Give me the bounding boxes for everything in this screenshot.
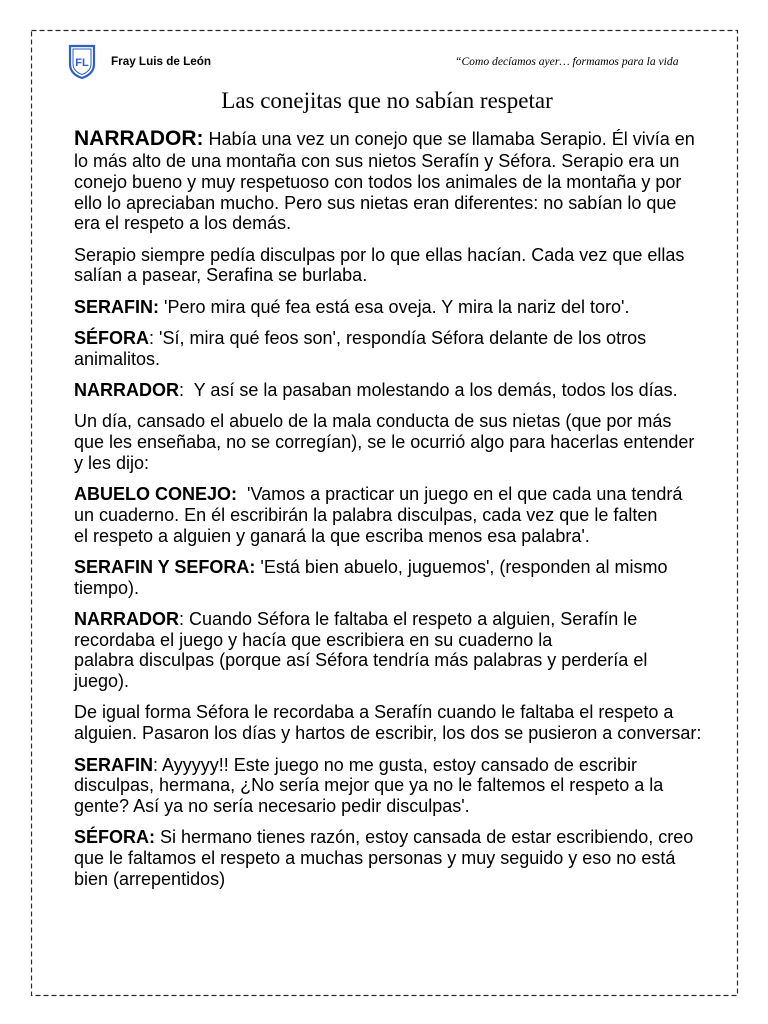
paragraph-text: 'Vamos a practicar un juego en el que cada una tendrá un cuaderno. En él escribirán la palabra disculpas, cada vez que le falten el respeto a alguien y ganará la que escriba menos esa palabra'. — [74, 484, 683, 546]
paragraph-text: Si hermano tienes razón, estoy cansada de estar escribiendo, creo que le faltamos el respeto a muchas personas y muy seguido y eso no está bien (arrepentidos) — [74, 827, 694, 889]
speaker-label: SERAFIN Y SEFORA: — [74, 556, 256, 577]
speaker-label: SERAFIN: — [74, 296, 159, 317]
school-motto: “Como decíamos ayer… formamos para la vida — [455, 55, 679, 68]
paragraph-text: : 'Sí, mira qué feos son', respondía Séfora delante de los otros animalitos. — [74, 328, 647, 369]
story-paragraph — [74, 297, 714, 318]
story-paragraph — [74, 827, 714, 889]
paragraph-text: 'Está bien abuelo, juguemos', (responden al mismo tiempo). — [74, 556, 668, 598]
story-body — [74, 127, 714, 900]
story-paragraph — [74, 484, 714, 546]
story-paragraph — [74, 380, 714, 401]
story-paragraph — [74, 127, 714, 234]
speaker-label: NARRADOR — [74, 380, 179, 401]
paragraph-text: Había una vez un conejo que se llamaba Serapio. Él vivía en lo más alto de una montaña con sus nietos Serafín y Séfora. Serapio era un conejo bueno y muy respetuoso con todos los animales de la montaña y por ello lo apreciaban mucho. Pero sus nietas eran diferentes: no sabían lo que era el respeto a los demás. — [74, 129, 695, 234]
story-paragraph — [74, 702, 714, 743]
paragraph-text: : Y así se la pasaban molestando a los demás, todos los días. — [179, 380, 678, 401]
story-paragraph — [74, 411, 714, 473]
logo-lettering: FL — [75, 57, 89, 69]
school-name: Fray Luis de León — [111, 55, 212, 68]
speaker-label: SÉFORA — [74, 328, 150, 349]
paragraph-text: Un día, cansado el abuelo de la mala conducta de sus nietas (que por más que les enseñaba, no se corregían), se le ocurrió algo para hacerlas entender y les dijo: — [74, 411, 695, 473]
speaker-label: SÉFORA: — [74, 827, 155, 848]
story-paragraph — [74, 755, 714, 817]
paragraph-text: 'Pero mira qué fea está esa oveja. Y mira la nariz del toro'. — [159, 296, 630, 317]
story-paragraph — [74, 245, 714, 286]
speaker-label: SERAFIN — [74, 754, 154, 775]
paragraph-text: : Ayyyyy!! Este juego no me gusta, estoy cansado de escribir disculpas, hermana, ¿No sería mejor que ya no le faltemos el respeto a la gente? Así ya no sería necesario pedir disculpas'. — [74, 754, 664, 816]
story-paragraph — [74, 328, 714, 369]
story-paragraph — [74, 557, 714, 598]
story-paragraph — [74, 609, 714, 692]
story-title: Las conejitas que no sabían respetar — [221, 88, 553, 113]
paragraph-text: : Cuando Séfora le faltaba el respeto a alguien, Serafín le recordaba el juego y hacía que escribiera en su cuaderno la palabra disculpas (porque así Séfora tendría más palabras y perdería el juego). — [74, 609, 648, 692]
speaker-label: ABUELO CONEJO: — [74, 484, 238, 505]
paragraph-text: Serapio siempre pedía disculpas por lo que ellas hacían. Cada vez que ellas salían a pasear, Serafina se burlaba. — [74, 244, 685, 286]
school-logo — [67, 43, 97, 80]
speaker-label: NARRADOR: — [74, 127, 204, 150]
paragraph-text: De igual forma Séfora le recordaba a Serafín cuando le faltaba el respeto a alguien. Pasaron los días y hartos de escribir, los dos se pusieron a conversar: — [74, 702, 702, 744]
speaker-label: NARRADOR — [74, 609, 179, 630]
